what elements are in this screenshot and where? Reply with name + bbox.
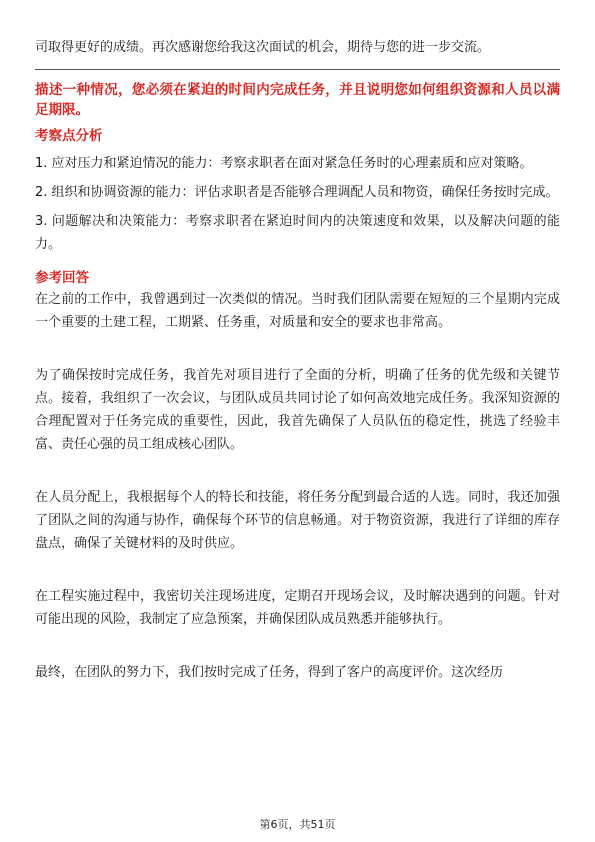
answer-title: 参考回答 (35, 270, 89, 286)
answer-paragraph: 最终，在团队的努力下，我们按时完成了任务，得到了客户的高度评价。这次经历 (35, 665, 504, 680)
list-item: 3. 问题解决和决策能力：考察求职者在紧迫时间内的决策速度和效果，以及解决问题的能力。 (35, 214, 560, 252)
page-content (35, 36, 560, 684)
answer-body (35, 288, 560, 684)
continued-text: 司取得更好的成绩。再次感谢您给我这次面试的机会，期待与您的进一步交流。 (35, 40, 491, 55)
list-item: 1. 应对压力和紧迫情况的能力：考察求职者在面对紧急任务时的心理素质和应对策略。 (35, 156, 533, 171)
question-heading: 描述一种情况，您必须在紧迫的时间内完成任务，并且说明您如何组织资源和人员以满足期限。 (35, 82, 560, 118)
page-number: 第6页，共51页 (259, 818, 336, 831)
answer-paragraph: 在人员分配上，我根据每个人的特长和技能，将任务分配到最合适的人选。同时，我还加强了团队之间的沟通与协作，确保每个环节的信息畅通。对于物资资源，我进行了详细的库存盘点，确保了关键材料的及时供应。 (35, 490, 560, 551)
answer-paragraph: 为了确保按时完成任务，我首先对项目进行了全面的分析，明确了任务的优先级和关键节点。接着，我组织了一次会议，与团队成员共同讨论了如何高效地完成任务。我深知资源的合理配置对于任务完成的重要性，因此，我首先确保了人员队伍的稳定性，挑选了经验丰富、责任心强的员工组成核心团队。 (35, 368, 560, 452)
list-item: 2. 组织和协调资源的能力：评估求职者是否能够合理调配人员和物资，确保任务按时完成。 (35, 185, 559, 200)
analysis-title: 考察点分析 (35, 128, 103, 144)
section-divider (35, 69, 560, 70)
answer-paragraph: 在工程实施过程中，我密切关注现场进度，定期召开现场会议，及时解决遇到的问题。针对可能出现的风险，我制定了应急预案，并确保团队成员熟悉并能够执行。 (35, 589, 560, 627)
answer-paragraph: 在之前的工作中，我曾遇到过一次类似的情况。当时我们团队需要在短短的三个星期内完成一个重要的土建工程，工期紧、任务重，对质量和安全的要求也非常高。 (35, 292, 560, 330)
analysis-list (35, 152, 560, 256)
